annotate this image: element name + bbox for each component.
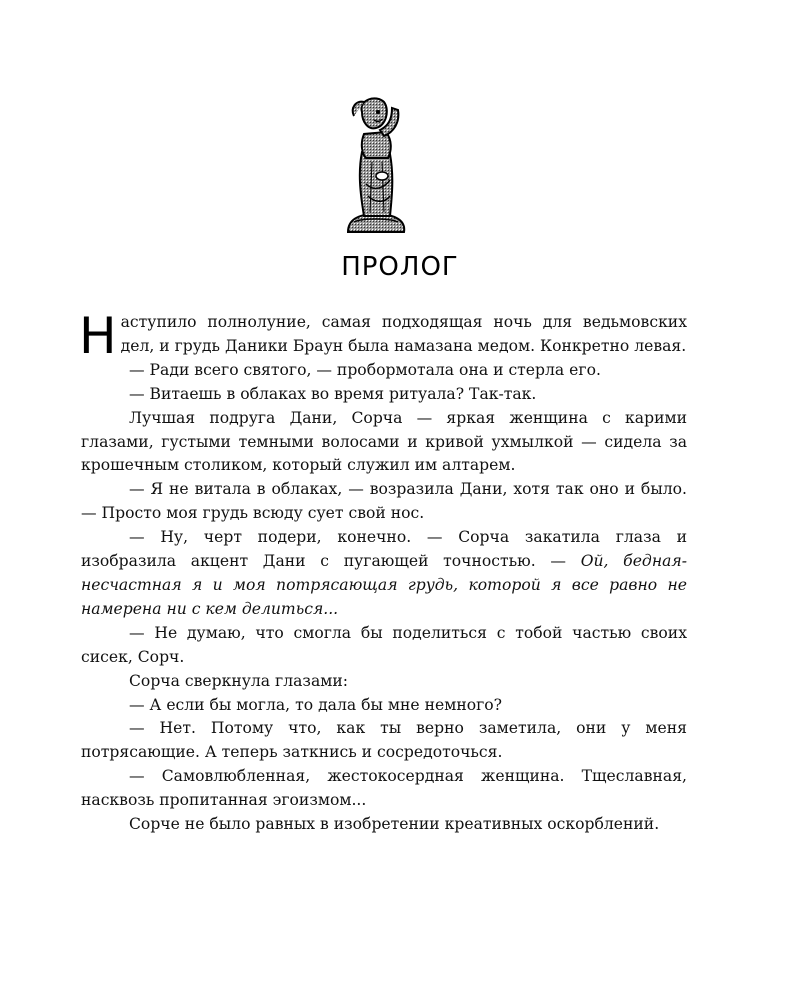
paragraph: Лучшая подруга Дани, Сорча — яркая женщина с карими глазами, густыми темными волосами и кривой ухмылкой — сидела за крошечным столиком, который служил им алтарем. — [81, 408, 687, 475]
chapter-body — [79, 307, 687, 837]
paragraph-text: — Ну, черт подери, конечно. — Сорча закатила глаза и изобразила акцент Дани с пугающей точностью. — — [81, 528, 687, 571]
paragraph: — А если бы могла, то дала бы мне немного? — [129, 695, 503, 714]
paragraph: — Самовлюбленная, жестокосердная женщина. Тщеславная, насквозь пропитанная эгоизмом... — [81, 767, 687, 810]
paragraph: — Ради всего святого, — пробормотала она и стерла его. — [129, 360, 601, 379]
paragraph: — Витаешь в облаках во время ритуала? Так-так. — [129, 384, 537, 403]
paragraph-text: аступило полнолуние, самая подходящая ночь для ведьмовских дел, и грудь Даники Браун была намазана медом. Конкретно левая. — [120, 313, 687, 355]
paragraph: Сорча сверкнула глазами: — [129, 671, 349, 690]
paragraph: Сорче не было равных в изобретении креативных оскорблений. — [129, 815, 660, 834]
statue-icon — [340, 92, 412, 238]
paragraph — [79, 307, 687, 365]
italic-quote: Ой, бедная-несчастная я и моя потрясающая грудь, которой я все равно не намерена ни с кем делиться... — [81, 552, 687, 618]
chapter-title: ПРОЛОГ — [341, 252, 459, 282]
paragraph — [81, 526, 687, 622]
paragraph: — Я не витала в облаках, — возразила Дани, хотя так оно и было. — Просто моя грудь всюду сует свой нос. — [81, 480, 687, 523]
paragraph: — Нет. Потому что, как ты верно заметила, они у меня потрясающие. А теперь заткнись и сосредоточься. — [81, 719, 687, 762]
paragraph: — Не думаю, что смогла бы поделиться с тобой частью своих сисек, Сорч. — [81, 623, 687, 666]
drop-cap: Н — [79, 307, 117, 365]
